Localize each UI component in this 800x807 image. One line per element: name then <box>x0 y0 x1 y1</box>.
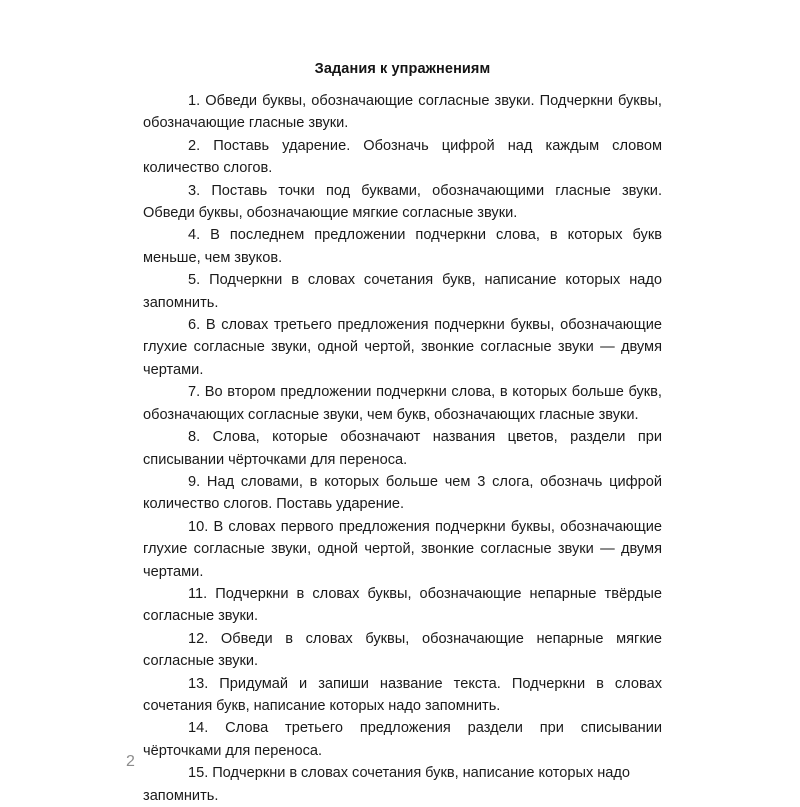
task-item: 6. В словах третьего предложения подчеркни буквы, обозначающие глухие согласные звуки, одной чертой, звонкие согласные звуки — двумя чертами. <box>143 317 662 378</box>
task-item: 10. В словах первого предложения подчеркни буквы, обозначающие глухие согласные звуки, одной чертой, звонкие согласные звуки — двумя чертами. <box>143 518 662 580</box>
page-title: Задания к упражнениям <box>314 61 491 77</box>
page-content <box>143 60 662 807</box>
task-item: 9. Над словами, в которых больше чем 3 слога, обозначь цифрой количество слогов. Поставь ударение. <box>143 473 662 513</box>
task-item: 7. Во втором предложении подчеркни слова, в которых больше букв, обозначающих согласные звуки, чем букв, обозначающих гласные звуки. <box>143 384 662 423</box>
task-item: 15. Подчеркни в словах сочетания букв, написание которых надо запомнить. <box>143 765 631 804</box>
task-item: 12. Обведи в словах буквы, обозначающие непарные мягкие согласные звуки. <box>143 630 662 670</box>
task-item: 13. Придумай и запиши название текста. Подчеркни в словах сочетания букв, написание которых надо запомнить. <box>143 675 662 714</box>
task-item: 8. Слова, которые обозначают названия цветов, раздели при списывании чёрточками для переноса. <box>143 429 662 468</box>
task-item: 1. Обведи буквы, обозначающие согласные звуки. Подчеркни буквы, обозначающие гласные звуки. <box>143 93 662 132</box>
task-item: 5. Подчеркни в словах сочетания букв, написание которых надо запомнить. <box>143 272 662 311</box>
page-number: 2 <box>126 753 135 770</box>
task-list <box>143 90 662 807</box>
task-item: 14. Слова третьего предложения раздели при списывании чёрточками для переноса. <box>143 720 662 759</box>
task-item: 2. Поставь ударение. Обозначь цифрой над каждым словом количество слогов. <box>143 137 662 177</box>
task-item: 4. В последнем предложении подчеркни слова, в которых букв меньше, чем звуков. <box>143 227 662 266</box>
task-item: 3. Поставь точки под буквами, обозначающими гласные звуки. Обведи буквы, обозначающие мягкие согласные звуки. <box>143 182 662 222</box>
task-item: 11. Подчеркни в словах буквы, обозначающие непарные твёрдые согласные звуки. <box>143 585 662 625</box>
